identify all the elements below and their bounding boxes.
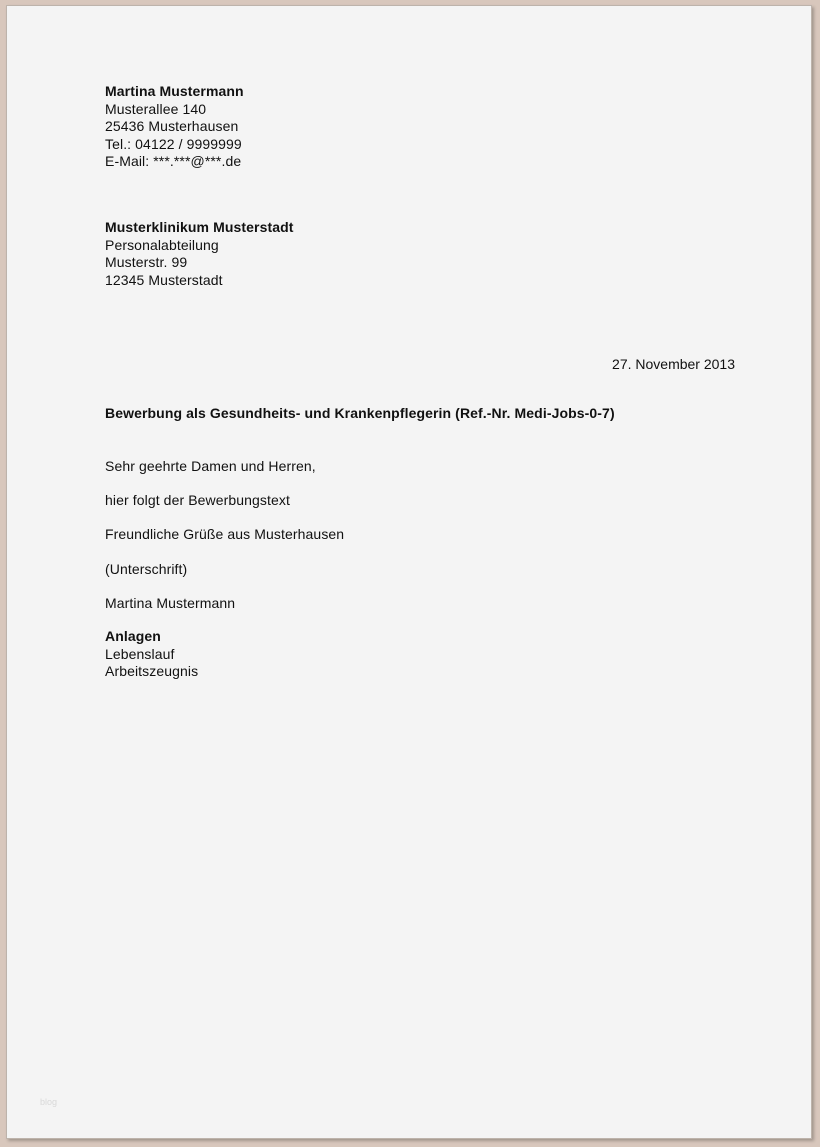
watermark-text: blog	[40, 1097, 58, 1107]
letter-subject: Bewerbung als Gesundheits- und Krankenpflegerin (Ref.-Nr. Medi-Jobs-0-7)	[105, 405, 615, 421]
recipient-name: Musterklinikum Musterstadt	[105, 219, 294, 235]
signer-name: Martina Mustermann	[105, 595, 236, 611]
sender-name: Martina Mustermann	[105, 83, 244, 99]
sender-phone: Tel.: 04122 / 9999999	[105, 135, 242, 152]
sender-address-block	[105, 83, 244, 171]
salutation: Sehr geehrte Damen und Herren,	[105, 458, 316, 474]
attachments-block	[105, 628, 198, 681]
sender-email: E-Mail: ***.***@***.de	[105, 153, 242, 169]
recipient-city: 12345 Musterstadt	[105, 271, 223, 288]
body-text: hier folgt der Bewerbungstext	[105, 492, 291, 508]
attachments-heading: Anlagen	[105, 628, 161, 644]
recipient-street: Musterstr. 99	[105, 254, 188, 270]
attachment-item: Lebenslauf	[105, 645, 175, 662]
recipient-address-block	[105, 219, 294, 289]
signature-placeholder: (Unterschrift)	[105, 561, 188, 577]
letter-page	[6, 5, 812, 1139]
sender-street: Musterallee 140	[105, 100, 207, 117]
letter-date: 27. November 2013	[612, 356, 735, 372]
recipient-department: Personalabteilung	[105, 236, 219, 253]
sender-city: 25436 Musterhausen	[105, 118, 239, 134]
closing-line: Freundliche Grüße aus Musterhausen	[105, 526, 345, 542]
attachment-item: Arbeitszeugnis	[105, 663, 199, 679]
